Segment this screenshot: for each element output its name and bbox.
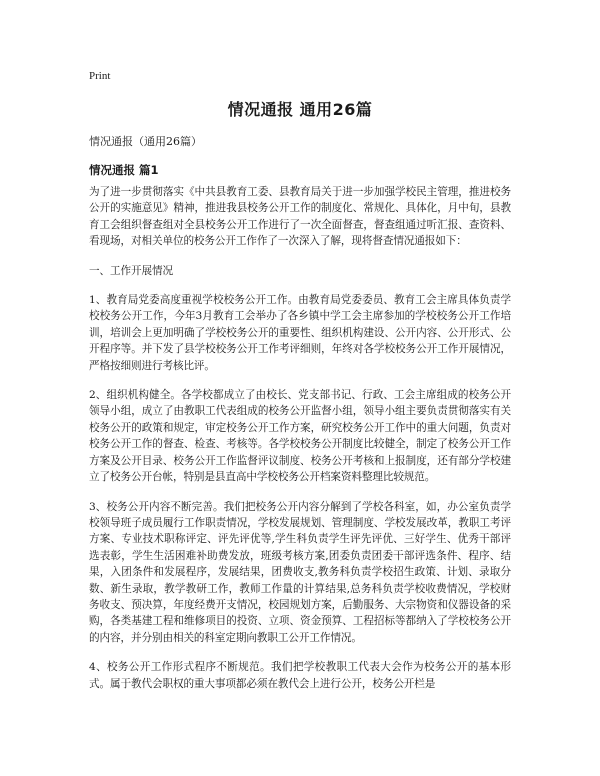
paragraph-2: 2、组织机构健全。各学校都成立了由校长、党支部书记、行政、工会主席组成的校务公开领导小组，成立了由教职工代表组成的校务公开监督小组，领导小组主要负责贯彻落实有关校务公开的政策和规定，审定校务公开工作方案，研究校务公开工作中的重大问题，负责对校务公开工作的督查、检查、考核等。各学校校务公开制度比较健全，制定了校务公开工作方案及公开目录、校务公开工作监督评议制度、校务公开考核和上报制度，还有部分学校建立了校务公开台帐，特别是县直高中学校校务公开档案资料整理比较规范。 — [89, 389, 511, 484]
document-subtitle: 情况通报（通用26篇） — [89, 135, 202, 148]
page-title: 情况通报 通用26篇 — [227, 100, 373, 119]
paragraph-1: 1、教育局党委高度重视学校校务公开工作。由教育局党委委员、教育工会主席具体负责学校校务公开工作，今年3月教育工会举办了各乡镇中学工会主席参加的学校校务公开工作培训，培训会上更加明确了学校校务公开的重要性、组织机构建设、公开内容、公开形式、公开程序等。并下发了县学校校务公开工作考评细则，年终对各学校校务公开工作开展情况，严格按细则进行考核比评。 — [89, 294, 511, 372]
paragraph-heading: 一、工作开展情况 — [89, 264, 173, 277]
section-title: 情况通报 篇1 — [89, 163, 159, 177]
paragraph-intro: 为了进一步贯彻落实《中共县教育工委、县教育局关于进一步加强学校民主管理，推进校务公开的实施意见》精神，推进我县校务公开工作的制度化、常规化、具体化，月中旬，县教育工会组织督查组对全县校务公开工作进行了一次全面督查，督查组通过听汇报、查资料、看现场，对相关单位的校务公开工作作了一次深入了解，现将督查情况通报如下： — [89, 186, 511, 248]
paragraph-4: 4、校务公开工作形式程序不断规范。我们把学校教职工代表大会作为校务公开的基本形式。属于教代会职权的重大事项都必须在教代会上进行公开，校务公开栏是 — [89, 661, 511, 690]
document-body — [89, 184, 511, 705]
print-link[interactable]: Print — [89, 70, 111, 82]
paragraph-3: 3、校务公开内容不断完善。我们把校务公开内容分解到了学校各科室，如，办公室负责学校领导班子成员履行工作职责情况，学校发展规划、管理制度、学校发展改革，教职工考评方案、专业技术职称评定、评先评优等,学生科负责学生评先评优、三好学生、优秀干部评选表彰，学生生活困难补助费发放，班级考核方案,团委负责团委干部评选条件、程序、结果，入团条件和发展程序，发展结果，团费收支,教务科负责学校招生政策、计划、录取分数、新生录取，教学教研工作，教师工作量的计算结果,总务科负责学校收费情况，学校财务收支、预决算，年度经费开支情况，校园规划方案，后勤服务、大宗物资和仪器设备的采购，各类基建工程和维修项目的投资、立项、资金预算、工程招标等都纳入了学校校务公开的内容，并分别由相关的科室定期向教职工公开工作情况。 — [89, 500, 511, 644]
